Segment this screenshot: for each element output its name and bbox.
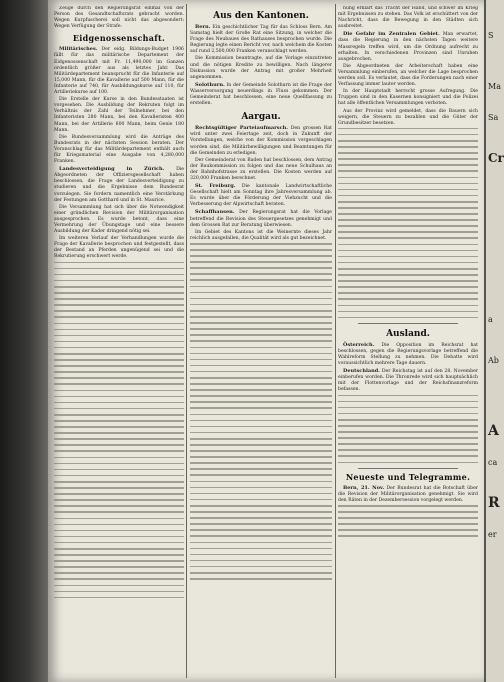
article-text [190, 24, 332, 55]
article-text [190, 183, 332, 208]
article-text [54, 166, 184, 204]
section-heading-telegramme: Neueste und Telegramme. [345, 471, 471, 482]
article-lead: Österreich. [343, 341, 375, 348]
article-text [338, 368, 478, 393]
article-lead: Landesverteidigung in Zürich. [59, 166, 165, 173]
section-heading-kantonen: Aus den Kantonen. [213, 11, 309, 21]
article-body: Der eidg. Bildungs-Budget 1906 fällt für das militärische Departement der Eidgenossenschaft mit Fr. 11,490,000 im Ganzen ordentlich größer aus als letztes Jahr. Das Militärdepartement beansprucht für die Infanterie auf 15,000 Mann, für die Kavallerie auf 500 Mann, für die Infanterie auf 740, für Ausbildungskurse auf 110, für Artilleriekurse auf 100. [54, 47, 184, 96]
article-text [54, 46, 184, 96]
section-divider [358, 323, 458, 324]
adjacent-page-fragment: S [488, 31, 494, 40]
adjacent-page-fragment: Ab [488, 356, 499, 365]
article-lead: Bern. [195, 24, 211, 30]
article-lead: Rechtsgültiger Parteiaufmarsch. [195, 125, 289, 132]
section-heading-ausland: Ausland. [386, 328, 430, 339]
adjacent-page-fragment: R [488, 495, 500, 511]
article-lead: Militärisches. [59, 46, 98, 53]
article-lead: Schaffhausen. [195, 209, 235, 216]
article-lead: St. Freiburg. [195, 183, 236, 190]
section-heading-eidgenossenschaft: Eidgenossenschaft. [72, 33, 166, 44]
article-text: Im Gebiet des Kantons ist die Weinernte dieses Jahr reichlich ausgefallen, die Qualität wird als gut bezeichnet. [190, 229, 332, 241]
article-text: Der Gemeinderat von Baden hat beschlossen, dem Antrag der Baukommission zu folgen und das neue Schulhaus an der Bahnhofstrasse zu erstellen. Die Kosten werden auf 320,000 Franken berechnet. [190, 157, 332, 181]
article-text: Zeuge durch den Regierungsrat einmal von der Person des Gesandtschaftsrats gebracht worden. Wegen Kurpfuscherei soll nicht das abgesondert: Wegen Verfügung der Strafe. [54, 6, 184, 30]
article-text [338, 342, 478, 367]
article-lead: Solothurn. [195, 81, 225, 88]
article-text: Aus der Provinz wird gemeldet, dass die Bauern sich weigern, die Steuern zu bezahlen und die Güter der Grundbesitzer besetzen. [338, 108, 478, 126]
adjacent-page-fragment: Ma [488, 82, 501, 91]
article-text: Die Erstelle der Kurse in den Bundesstaaten ist vorgesehen. Die Ausbildung der Rekruten folgt im Verhältnis der Zahl der Teilnehmer, bei den Infanteristen 280 Mann, bei den Kavalleristen 400 Mann, bei der Artillerie 600 Mann, beim Genie 180 Mann. [54, 97, 184, 133]
article-text: Die Abgeordneten der Arbeiterschaft haben eine Versammlung einberufen, an welcher die Lage besprochen werden soll. Es verlautet, dass die Forderungen nach einer Verfassung immer lauter werden. [338, 63, 478, 88]
illegible-text-block [54, 262, 184, 599]
column-3 [338, 6, 478, 678]
article-text [338, 485, 478, 504]
article-body: Den grossen Rat wird unter zwei Feiertage zeit, doch in Zukunft der Vorstellungen, welche von der Kommission vorgeschlagen worden sind, die Militärbewilligungen und Beamtungen für die Gemeinden zu erledigen. [190, 126, 332, 156]
article-body: Der Reichstag ist auf den 28. November einberufen worden. Die Thronrede wird sich hauptsächlich mit der Flottenvorlage und der Reichsfinanzreform befassen. [338, 369, 478, 393]
article-body: Die kantonale Landwirtschaftliche Gesellschaft hielt am Sonntag ihre Jahresversammlung ab. Es wurde über die Förderung der Viehzucht und die Verbesserung der Alpwirtschaft beraten. [190, 184, 332, 208]
article-text: Die Versammlung hat sich über die Notwendigkeit einer gründlichen Revision der Militärorganisation ausgesprochen. Es wurde betont, dass eine Vermehrung der Übungstage und eine bessere Ausbildung der Kader dringend nötig sei. [54, 204, 184, 235]
section-heading-aargau: Aargau. [241, 112, 281, 123]
section-divider [358, 468, 458, 469]
illegible-text-block [338, 505, 478, 537]
article-text [338, 31, 478, 62]
article-text: hung erklärt das Tracht der Hand, und schwer im Krieg mit Ergebnissen zu stehen. Das Volk ist erschüttert von der Nachricht, dass die Bewegung in den Städten sich ausbreitet. [338, 6, 478, 30]
column-2 [190, 6, 332, 678]
article-text [190, 82, 332, 107]
newspaper-page [48, 0, 484, 682]
column-1 [54, 6, 184, 678]
article-body: Die Abgeordneten der Offiziersgesellschaft haben beschlossen, die Frage der Landesverteidigung zu studieren und die Ergebnisse dem Bundesrat vorzulegen. Sie fordern namentlich eine Verstärkung der Festungen am Gotthard und in St. Maurice. [54, 167, 184, 203]
article-text [190, 209, 332, 228]
article-body: Der Bundesrat hat die Botschaft über die Revision der Militärorganisation genehmigt. Sie wird den Räten in der Dezembersession vorgelegt werden. [338, 485, 478, 503]
book-gutter [0, 0, 48, 682]
adjacent-page-fragment: ca [488, 458, 498, 467]
article-body: Die Opposition im Reichsrat hat beschlossen, gegen die Regierungsvorlage betreffend die Wahlreform Stellung zu nehmen. Die Debatte wird voraussichtlich mehrere Tage dauern. [338, 342, 478, 367]
article-text: Die Kommission beantragte, auf die Vorlage einzutreten und die nötigen Kredite zu bewilligen. Nach längerer Diskussion wurde der Antrag mit großer Mehrheit angenommen. [190, 56, 332, 80]
article-text: Die Bundesversammlung wird die Anträge des Bundesrats in der nächsten Session beraten. Der Voranschlag für das Militärdepartement enthält auch für Kriegsmaterial eine Ausgabe von 4,280,000 Franken. [54, 134, 184, 165]
column-rule [335, 4, 336, 678]
article-body: Der Regierungsrat hat die Vorlage betreffend die Revision des Steuergesetzes genehmigt und dem Grossen Rat zur Beratung überwiesen. [190, 210, 332, 228]
adjacent-page-fragment: A [488, 423, 499, 439]
illegible-text-block [338, 128, 478, 319]
article-text: In der Hauptstadt herrscht grosse Aufregung. Die Truppen sind in den Kasernen konsigniert und die Polizei hat alle öffentlichen Versammlungen verboten. [338, 89, 478, 107]
adjacent-page-edge [484, 0, 504, 682]
article-text [190, 125, 332, 156]
article-body: Ein geschichtlicher Tag für das Schloss Bern. Am Samstag hielt der Große Rat eine Sitzung, in welcher die Frage des Neubaues des Rathauses besprochen wurde. Die Regierung legte einen Bericht vor, nach welchem die Kosten auf rund 2,500,000 Franken veranschlagt werden. [190, 25, 332, 55]
illegible-text-block [338, 395, 478, 464]
adjacent-page-fragment: Cr [488, 151, 504, 165]
illegible-text-block [190, 243, 332, 580]
article-body: In der Gemeinde Solothurn ist die Frage der Wasserversorgung neuerdings in Fluss gekommen. Der Gemeinderat hat beschlossen, eine neue Quellfassung zu erstellen. [190, 82, 332, 107]
article-lead: Die Gefahr im Zentralen Gebiet. [343, 31, 440, 38]
adjacent-page-fragment: a [488, 315, 493, 324]
adjacent-page-fragment: Sa [488, 113, 499, 122]
article-lead: Deutschland. [343, 368, 380, 375]
article-lead: Bern, 21. Nov. [343, 484, 385, 491]
article-body: Man erwartet, dass die Regierung in den nächsten Tagen weitere Massregeln treffen wird, um die Ordnung aufrecht zu erhalten. In verschiedenen Provinzen sind Unruhen ausgebrochen. [338, 32, 478, 62]
adjacent-page-fragment: er [488, 530, 497, 539]
column-rule [186, 4, 187, 678]
article-text: Im weiteren Verlauf der Verhandlungen wurde die Frage der Kavallerie besprochen und festgestellt, dass der Bestand an Pferden ungenügend sei und die Rekrutierung erschwert werde. [54, 236, 184, 260]
